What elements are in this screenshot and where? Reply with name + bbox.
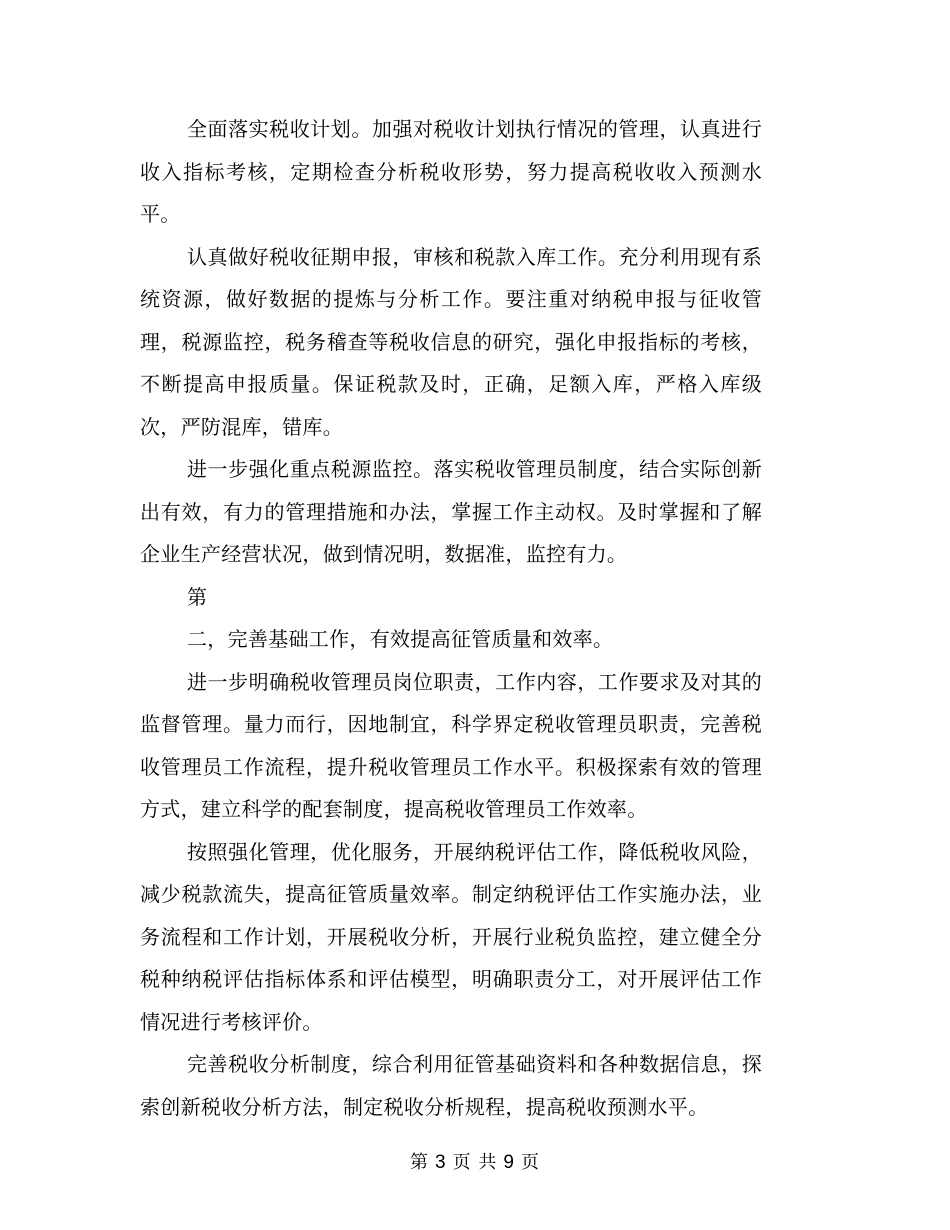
footer-suffix: 页 — [520, 1152, 540, 1173]
total-pages-number: 9 — [503, 1152, 515, 1173]
paragraph-key-tax-source: 进一步强化重点税源监控。落实税收管理员制度，结合实际创新出有效，有力的管理措施和办法，掌握工作主动权。及时掌握和了解企业生产经营状况，做到情况明，数据准，监控有力。 — [140, 457, 762, 566]
page-number-footer — [0, 1148, 950, 1174]
paragraph-tax-assessment: 按照强化管理，优化服务，开展纳税评估工作，降低税收风险，减少税款流失，提高征管质量效率。制定纳税评估工作实施办法，业务流程和工作计划，开展税收分析，开展行业税负监控，建立健全分税种纳税评估指标体系和评估模型，明确职责分工，对开展评估工作情况进行考核评价。 — [140, 839, 762, 1034]
footer-middle: 页 共 — [452, 1152, 498, 1173]
document-body — [140, 108, 762, 1128]
paragraph-section-marker: 第 — [187, 584, 208, 609]
paragraph-section-heading: 二，完善基础工作，有效提高征管质量和效率。 — [187, 627, 614, 651]
paragraph-tax-analysis: 完善税收分析制度，综合利用征管基础资料和各种数据信息，探索创新税收分析方法，制定税收分析规程，提高税收预测水平。 — [140, 1052, 762, 1119]
paragraph-tax-administrator: 进一步明确税收管理员岗位职责，工作内容，工作要求及对其的监督管理。量力而行，因地制宜，科学界定税收管理员职责，完善税收管理员工作流程，提升税收管理员工作水平。积极探索有效的管理方式，建立科学的配套制度，提高税收管理员工作效率。 — [140, 669, 762, 821]
footer-prefix: 第 — [410, 1152, 430, 1173]
current-page-number: 3 — [435, 1152, 447, 1173]
paragraph-tax-plan: 全面落实税收计划。加强对税收计划执行情况的管理，认真进行收入指标考核，定期检查分析税收形势，努力提高税收收入预测水平。 — [140, 117, 762, 226]
paragraph-tax-declaration: 认真做好税收征期申报，审核和税款入库工作。充分利用现有系统资源，做好数据的提炼与分析工作。要注重对纳税申报与征收管理，税源监控，税务稽查等税收信息的研究，强化申报指标的考核，不断提高申报质量。保证税款及时，正确，足额入库，严格入库级次，严防混库，错库。 — [140, 244, 762, 439]
